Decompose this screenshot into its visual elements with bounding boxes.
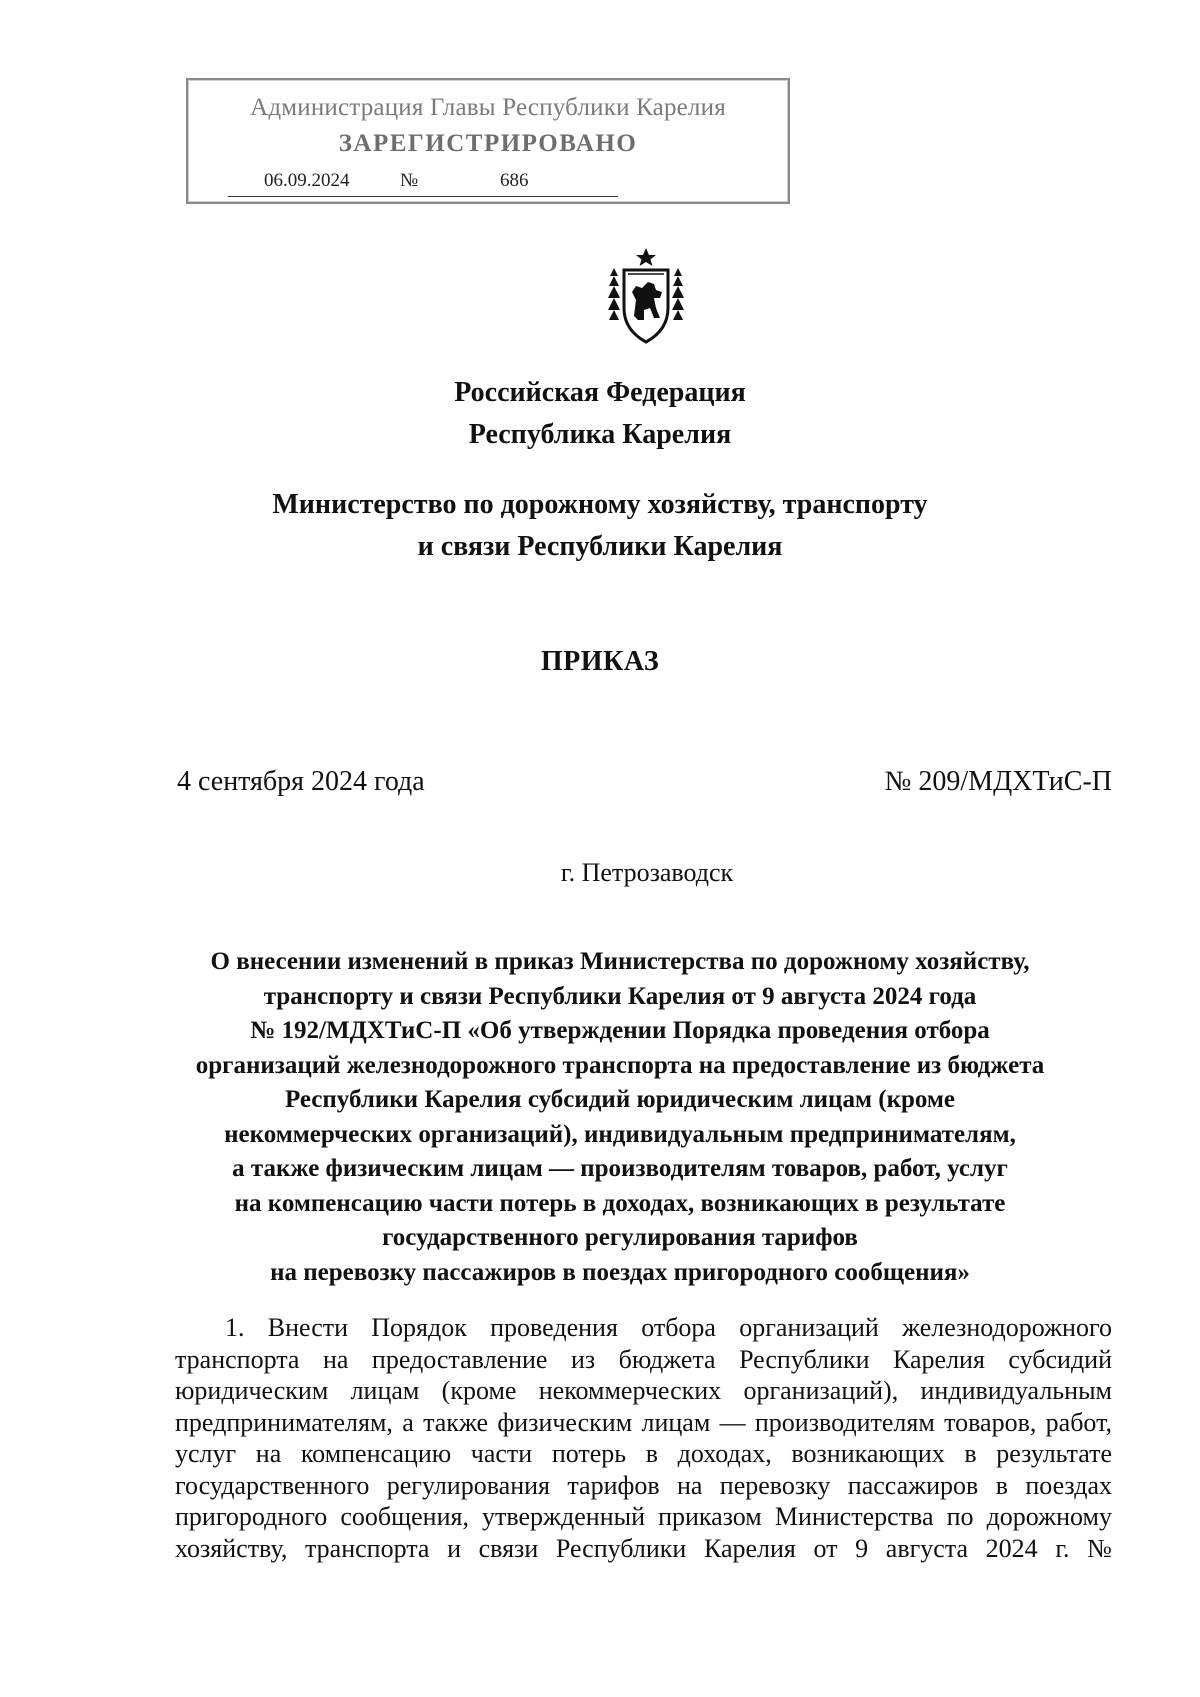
title-line: а также физическим лицам — производителям товаров, работ, услуг	[232, 1155, 1008, 1182]
title-line: на компенсацию части потерь в доходах, возникающих в результате	[234, 1189, 1006, 1217]
title-line: организаций железнодорожного транспорта на предоставление из бюджета	[195, 1051, 1045, 1079]
date-number-row	[177, 766, 1112, 806]
document-title	[140, 945, 1100, 1290]
stamp-date: 06.09.2024	[264, 170, 350, 191]
document-type: ПРИКАЗ	[540, 646, 660, 677]
body-line: 1. Внести Порядок проведения отбора организаций железнодорожного	[225, 1313, 1112, 1342]
stamp-organization: Администрация Главы Республики Карелия	[250, 94, 726, 121]
title-line: Республики Карелия субсидий юридическим лицам (кроме	[284, 1086, 956, 1113]
title-line: некоммерческих организаций), индивидуальным предпринимателям,	[224, 1120, 1016, 1148]
country-header	[0, 372, 1200, 456]
document-body	[175, 1312, 1112, 1564]
title-line: № 192/МДХТиС-П «Об утверждении Порядка проведения отбора	[250, 1017, 990, 1044]
registration-stamp	[186, 78, 790, 204]
title-line: О внесении изменений в приказ Министерства по дорожному хозяйству,	[210, 948, 1030, 975]
ministry-header	[0, 484, 1200, 568]
document-city: г. Петрозаводск	[560, 858, 734, 887]
stamp-status: ЗАРЕГИСТРИРОВАНО	[338, 130, 638, 157]
title-line: государственного регулирования тарифов	[382, 1224, 858, 1251]
body-line: услуг на компенсацию части потерь в доходах, возникающих в результате	[175, 1439, 1112, 1468]
title-line: транспорту и связи Республики Карелия от 9 августа 2024 года	[263, 982, 977, 1010]
republic-name: Республика Карелия	[468, 419, 732, 450]
stamp-number: 686	[500, 170, 529, 191]
body-line: пригородного сообщения, утвержденный приказом Министерства по дорожному	[175, 1502, 1112, 1531]
document-date: 4 сентября 2024 года	[177, 766, 425, 797]
body-line: транспорта на предоставление из бюджета Республики Карелия субсидий	[175, 1344, 1112, 1374]
body-line: хозяйству, транспорта и связи Республики Карелия от 9 августа 2024 г. №	[175, 1533, 1112, 1563]
body-line: юридическим лицам (кроме некоммерческих организаций), индивидуальным	[175, 1376, 1112, 1405]
country-name: Российская Федерация	[454, 377, 746, 408]
stamp-number-label: №	[400, 170, 419, 191]
body-line: государственного регулирования тарифов на перевозку пассажиров в поездах	[175, 1470, 1112, 1500]
ministry-line-1: Министерство по дорожному хозяйству, транспорту	[272, 489, 928, 520]
title-line: на перевозку пассажиров в поездах пригородного сообщения»	[270, 1258, 970, 1286]
document-number: № 209/МДХТиС-П	[884, 766, 1112, 797]
stamp-registration-line	[228, 168, 618, 197]
karelia-coat-of-arms-icon	[604, 246, 688, 346]
body-line: предпринимателям, а также физическим лицам — производителям товаров, работ,	[175, 1407, 1112, 1437]
ministry-line-2: и связи Республики Карелия	[417, 531, 783, 562]
